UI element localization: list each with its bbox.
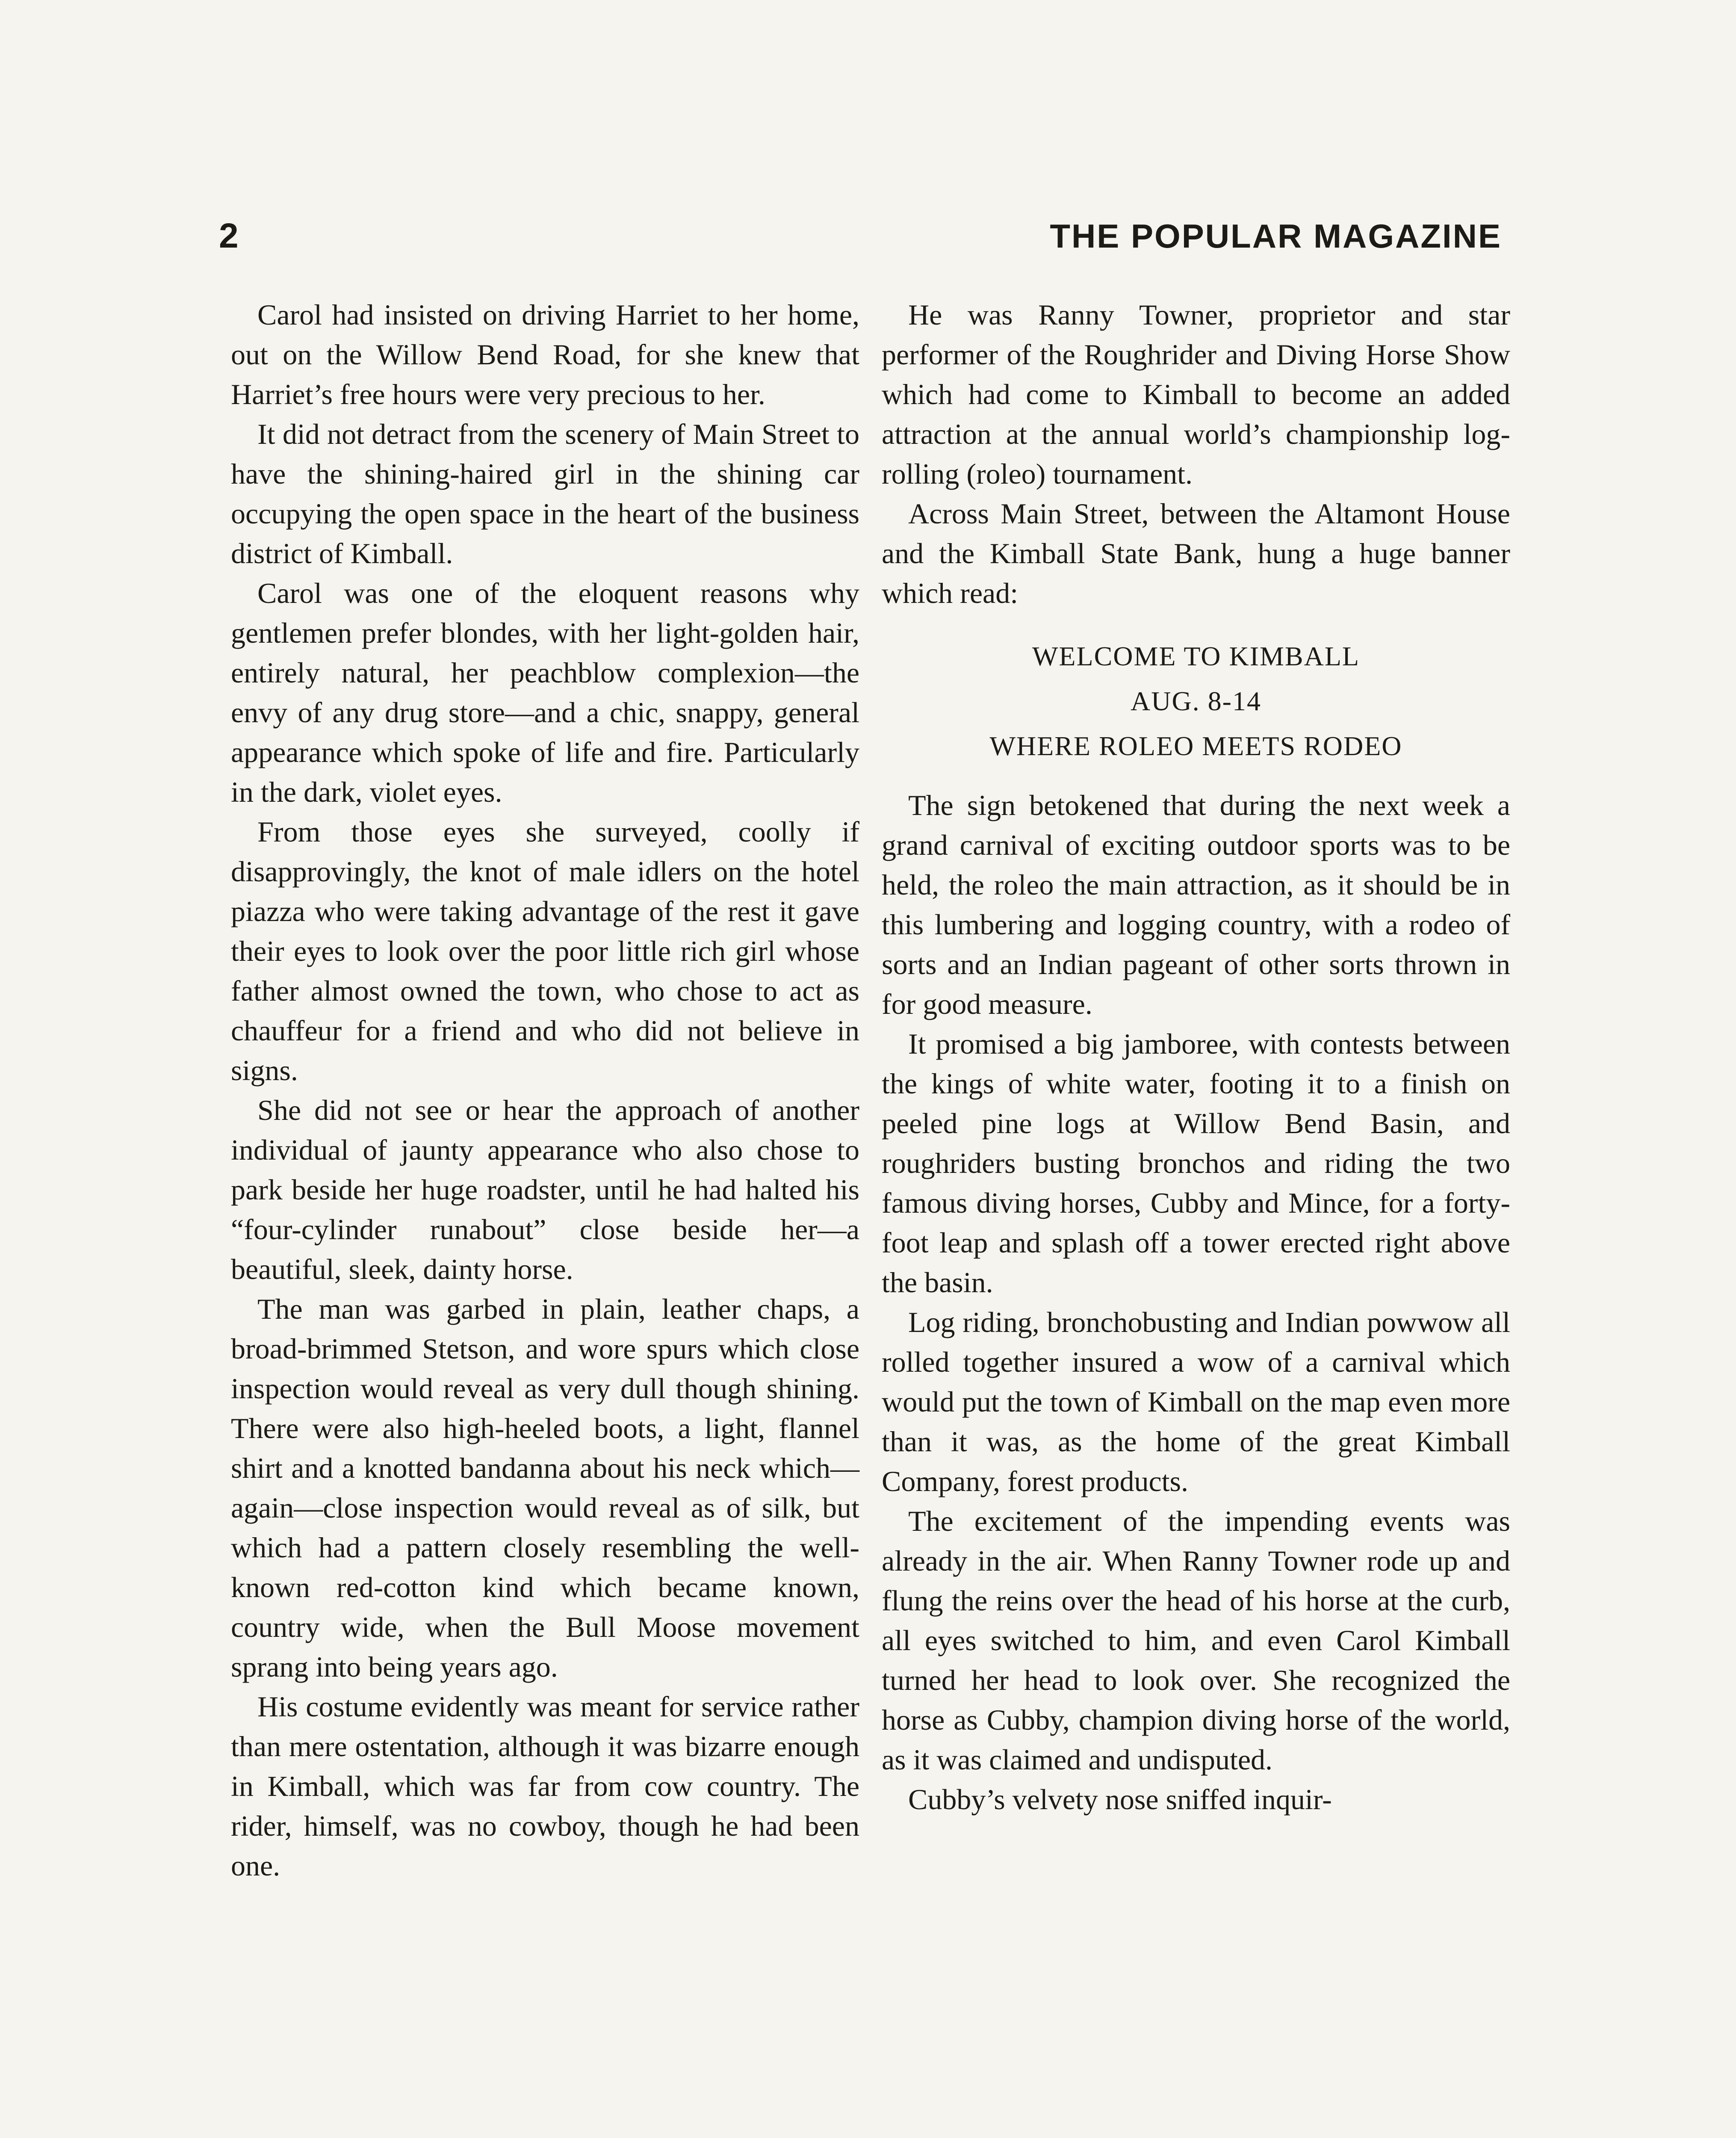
banner-line: WHERE ROLEO MEETS RODEO — [989, 731, 1402, 761]
paragraph: His costume evidently was meant for service rather than mere ostentation, although it was bizarre enough in Kimball, which was far from cow country. The rider, himself, was no cowboy, though he had been one. — [231, 1690, 859, 1882]
paragraph: The excitement of the impending events was already in the air. When Ranny Towner rode up and flung the reins over the head of his horse at the curb, all eyes switched to him, and even Carol Kimball turned her head to look over. She recognized the horse as Cubby, champion diving horse of the world, as it was claimed and undisputed. — [882, 1505, 1510, 1776]
paragraph: She did not see or hear the approach of another individual of jaunty appearance who also chose to park beside her huge roadster, until he had halted his “four-cylinder runabout” close beside her—a beautiful, sleek, dainty horse. — [231, 1094, 859, 1285]
paragraph: The sign betokened that during the next week a grand carnival of exciting outdoor sports was to be held, the roleo the main attraction, as it should be in this lumbering and logging country, with a rodeo of sorts and an Indian pageant of other sorts thrown in for good measure. — [882, 789, 1510, 1020]
paragraph: Carol was one of the eloquent reasons why gentlemen prefer blondes, with her light-golden hair, entirely natural, her peachblow complexion—the envy of any drug store—and a chic, snappy, general appearance which spoke of life and fire. Particularly in the dark, violet eyes. — [231, 577, 859, 808]
welcome-banner — [882, 634, 1510, 768]
paragraph: Log riding, bronchobusting and Indian powwow all rolled together insured a wow of a carnival which would put the town of Kimball on the map even more than it was, as the home of the great Kimball Company, forest products. — [882, 1306, 1510, 1497]
paragraph: From those eyes she surveyed, coolly if disapprovingly, the knot of male idlers on the hotel piazza who were taking advantage of the rest it gave their eyes to look over the poor little rich girl whose father almost owned the town, who chose to act as chauffeur for a friend and who did not believe in signs. — [231, 815, 859, 1087]
banner-line: AUG. 8-14 — [1131, 686, 1261, 716]
paragraph: Across Main Street, between the Altamont House and the Kimball State Bank, hung a huge banner which read: — [882, 497, 1510, 609]
paragraph: Carol had insisted on driving Harriet to her home, out on the Willow Bend Road, for she knew that Harriet’s free hours were very precious to her. — [231, 298, 859, 410]
banner-line: WELCOME TO KIMBALL — [1032, 641, 1360, 671]
paragraph: The man was garbed in plain, leather chaps, a broad-brimmed Stetson, and wore spurs which close inspection would reveal as very dull though shining. There were also high-heeled boots, a light, flannel shirt and a knotted bandanna about his neck which—again—close inspection would reveal as of silk, but which had a pattern closely resembling the well-known red-cotton kind which became known, country wide, when the Bull Moose movement sprang into being years ago. — [231, 1293, 859, 1683]
paragraph: It did not detract from the scenery of Main Street to have the shining-haired girl in the shining car occupying the open space in the heart of the business district of Kimball. — [231, 418, 859, 570]
left-column — [231, 295, 859, 1886]
paragraph: It promised a big jamboree, with contests between the kings of white water, footing it to a finish on peeled pine logs at Willow Bend Basin, and roughriders busting bronchos and riding the two famous diving horses, Cubby and Mince, for a forty-foot leap and splash off a tower erected right above the basin. — [882, 1028, 1510, 1299]
paragraph: He was Ranny Towner, proprietor and star performer of the Roughrider and Diving Horse Show which had come to Kimball to become an added attraction at the annual world’s championship log-rolling (roleo) tournament. — [882, 298, 1510, 490]
page-number: 2 — [219, 216, 239, 255]
page-header — [219, 210, 1502, 262]
right-column — [882, 295, 1510, 1819]
running-title: THE POPULAR MAGAZINE — [1050, 217, 1502, 255]
paragraph: Cubby’s velvety nose sniffed inquir- — [908, 1783, 1332, 1816]
